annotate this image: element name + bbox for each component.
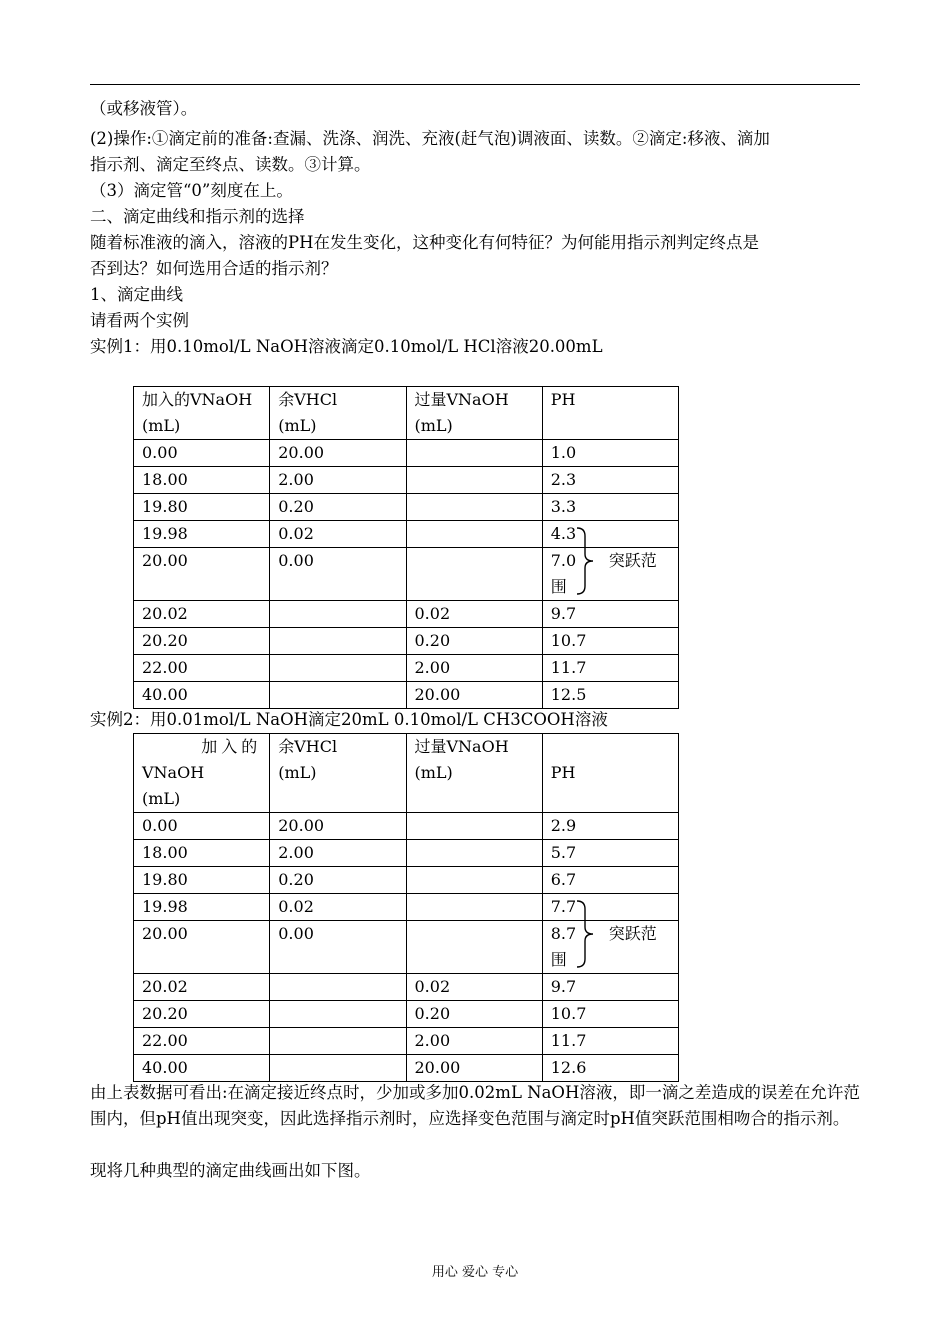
jump-range-cell xyxy=(542,921,678,974)
table-cell: 0.00 xyxy=(270,921,406,974)
table-row xyxy=(134,467,679,494)
table-example1 xyxy=(133,386,679,709)
table-cell xyxy=(270,974,406,1001)
table-cell: 20.00 xyxy=(270,440,406,467)
table-cell: 4.3 xyxy=(542,521,678,548)
table-row xyxy=(134,1028,679,1055)
table-cell xyxy=(406,467,542,494)
jump-range-label: 突跃范 xyxy=(608,924,657,943)
table-cell: 12.6 xyxy=(542,1055,678,1082)
example1-title: 实例1：用0.10mol/L NaOH溶液滴定0.10mol/L HCl溶液20.00mL xyxy=(90,337,603,356)
header-cell: 过量VNaOH (mL) xyxy=(406,387,542,440)
table-cell: 19.80 xyxy=(134,867,270,894)
table-cell xyxy=(406,867,542,894)
table-cell: 20.00 xyxy=(134,921,270,974)
text-line-1: （或移液管）。 xyxy=(90,99,198,118)
jump-range-label-tail: 围 xyxy=(550,950,567,969)
header-cell: 余VHCl (mL) xyxy=(270,387,406,440)
table-cell: 20.00 xyxy=(270,813,406,840)
ph-value: 8.7 xyxy=(550,924,577,943)
table-cell: 1.0 xyxy=(542,440,678,467)
table-cell: 19.80 xyxy=(134,494,270,521)
table-cell xyxy=(270,682,406,709)
table-cell: 0.20 xyxy=(406,628,542,655)
table-cell: 20.02 xyxy=(134,974,270,1001)
text-line-2: (2)操作:①滴定前的准备:查漏、洗涤、润洗、充液(赶气泡)调液面、读数。②滴定:移液、滴加 xyxy=(90,129,770,148)
right-brace-icon xyxy=(573,526,603,596)
table-cell: 3.3 xyxy=(542,494,678,521)
table-row xyxy=(134,682,679,709)
subsection-heading: 1、滴定曲线 xyxy=(90,285,183,304)
table-cell: 40.00 xyxy=(134,1055,270,1082)
table-example2 xyxy=(133,733,679,1082)
table-cell xyxy=(406,894,542,921)
table-cell xyxy=(270,655,406,682)
header-cell: PH xyxy=(542,734,678,813)
table-cell: 0.00 xyxy=(134,440,270,467)
table-row xyxy=(134,440,679,467)
table-cell: 10.7 xyxy=(542,628,678,655)
table-cell xyxy=(406,548,542,601)
table-cell: 0.00 xyxy=(134,813,270,840)
table-cell: 18.00 xyxy=(134,840,270,867)
table-cell xyxy=(406,494,542,521)
table-cell: 20.02 xyxy=(134,601,270,628)
table-cell: 20.00 xyxy=(406,682,542,709)
table-cell: 2.00 xyxy=(406,655,542,682)
table-row xyxy=(134,1055,679,1082)
table-cell xyxy=(406,813,542,840)
table-cell: 11.7 xyxy=(542,1028,678,1055)
table-cell xyxy=(406,840,542,867)
table-cell: 0.00 xyxy=(270,548,406,601)
text-line-7: 否到达？如何选用合适的指示剂？ xyxy=(90,259,338,278)
right-brace-icon xyxy=(573,899,603,969)
table-cell: 22.00 xyxy=(134,1028,270,1055)
table-cell: 12.5 xyxy=(542,682,678,709)
table-row xyxy=(134,655,679,682)
header-cell: 余VHCl (mL) xyxy=(270,734,406,813)
table-row xyxy=(134,867,679,894)
table-cell xyxy=(406,440,542,467)
table-cell: 0.20 xyxy=(270,867,406,894)
header-cell: 加入的VNaOH (mL) xyxy=(134,387,270,440)
text-line-9: 请看两个实例 xyxy=(90,311,189,330)
closing-line: 现将几种典型的滴定曲线画出如下图。 xyxy=(90,1161,371,1180)
table-cell: 7.7 xyxy=(542,894,678,921)
table-cell: 18.00 xyxy=(134,467,270,494)
table-cell: 22.00 xyxy=(134,655,270,682)
table-cell: 6.7 xyxy=(542,867,678,894)
table-cell: 0.20 xyxy=(406,1001,542,1028)
table-row xyxy=(134,974,679,1001)
table-cell xyxy=(270,1001,406,1028)
table-cell: 20.00 xyxy=(134,548,270,601)
table-header-row xyxy=(134,734,679,813)
table-row xyxy=(134,813,679,840)
table-cell: 20.00 xyxy=(406,1055,542,1082)
table-row xyxy=(134,1001,679,1028)
table-row xyxy=(134,921,679,974)
table-cell: 19.98 xyxy=(134,521,270,548)
table-cell: 2.00 xyxy=(270,840,406,867)
header-cell: 过量VNaOH (mL) xyxy=(406,734,542,813)
table-cell: 2.3 xyxy=(542,467,678,494)
example2-title: 实例2：用0.01mol/L NaOH滴定20mL 0.10mol/L CH3COOH溶液 xyxy=(90,710,608,729)
table-cell xyxy=(270,1028,406,1055)
table-row xyxy=(134,494,679,521)
jump-range-label: 突跃范 xyxy=(608,551,657,570)
text-line-4: （3）滴定管“0”刻度在上。 xyxy=(90,181,293,200)
table-cell xyxy=(270,601,406,628)
table-cell: 20.20 xyxy=(134,1001,270,1028)
table-cell xyxy=(270,1055,406,1082)
table-row xyxy=(134,840,679,867)
table-cell: 2.9 xyxy=(542,813,678,840)
jump-range-label-tail: 围 xyxy=(550,577,567,596)
table-cell: 9.7 xyxy=(542,974,678,1001)
section-heading: 二、滴定曲线和指示剂的选择 xyxy=(90,207,305,226)
table-cell xyxy=(270,628,406,655)
header-cell: PH xyxy=(542,387,678,440)
header-cell: 加入的 VNaOH (mL) xyxy=(134,734,270,813)
table-cell: 19.98 xyxy=(134,894,270,921)
table-row xyxy=(134,601,679,628)
table-cell xyxy=(406,921,542,974)
conclusion-paragraph: 由上表数据可看出:在滴定接近终点时，少加或多加0.02mL NaOH溶液，即一滴之差造成的误差在允许范围内，但pH值出现突变，因此选择指示剂时，应选择变色范围与滴定时pH值突跃范围相吻合的指示剂。 xyxy=(90,1083,860,1128)
jump-range-cell xyxy=(542,548,678,601)
header-rule xyxy=(90,84,860,85)
table-cell: 10.7 xyxy=(542,1001,678,1028)
table-cell xyxy=(406,521,542,548)
ph-value: 7.0 xyxy=(550,551,577,570)
table-cell: 0.02 xyxy=(406,974,542,1001)
text-line-6: 随着标准液的滴入，溶液的PH在发生变化，这种变化有何特征？为何能用指示剂判定终点是 xyxy=(90,233,759,252)
table-cell: 5.7 xyxy=(542,840,678,867)
table-cell: 2.00 xyxy=(270,467,406,494)
table-cell: 40.00 xyxy=(134,682,270,709)
table-cell: 0.02 xyxy=(270,521,406,548)
table-cell: 9.7 xyxy=(542,601,678,628)
page-footer: 用心 爱心 专心 xyxy=(431,1265,519,1280)
table-cell: 0.20 xyxy=(270,494,406,521)
table-cell: 2.00 xyxy=(406,1028,542,1055)
table-header-row xyxy=(134,387,679,440)
table-cell: 11.7 xyxy=(542,655,678,682)
table-row xyxy=(134,628,679,655)
text-line-3: 指示剂、滴定至终点、读数。③计算。 xyxy=(90,155,371,174)
table-cell: 20.20 xyxy=(134,628,270,655)
table-row xyxy=(134,548,679,601)
table-cell: 0.02 xyxy=(270,894,406,921)
table-cell: 0.02 xyxy=(406,601,542,628)
